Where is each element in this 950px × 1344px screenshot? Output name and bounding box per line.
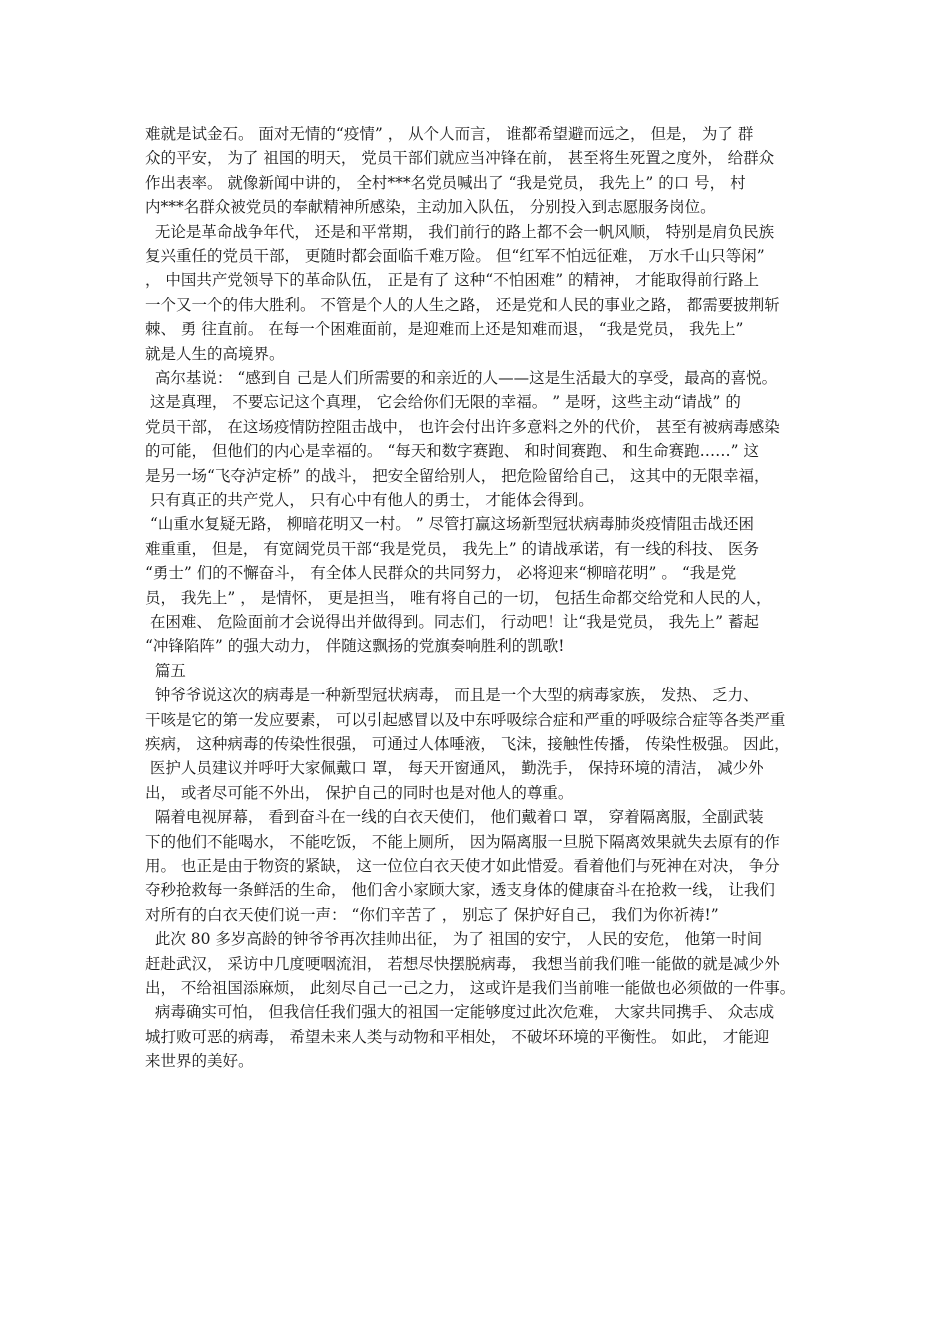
- text-line: 党员干部， 在这场疫情防控阻击战中， 也许会付出许多意料之外的代价， 甚至有被病毒感染: [145, 417, 780, 436]
- text-line: 这是真理， 不要忘记这个真理， 它会给你们无限的幸福。 ” 是呀，这些主动“请战” 的: [145, 393, 741, 412]
- text-line: 疾病， 这种病毒的传染性很强， 可通过人体唾液， 飞沫，接触性传播， 传染性极强。 因此，: [145, 735, 790, 753]
- text-line: 无论是革命战争年代， 还是和平常期， 我们前行的路上都不会一帆风顺， 特别是肩负民族: [145, 222, 775, 241]
- text-line: 对所有的白衣天使们说一声： “你们辛苦了 ， 别忘了 保护好自己， 我们为你祈祷!”: [145, 905, 719, 924]
- text-line: 干咳是它的第一发应要素， 可以引起感冒以及中东呼吸综合症和严重的呼吸综合症等各类严重: [145, 710, 786, 729]
- text-line: 是另一场“飞夺泸定桥” 的战斗， 把安全留给别人， 把危险留给自己， 这其中的无限幸福，: [145, 466, 770, 485]
- text-line: 用。 也正是由于物资的紧缺， 这一位位白衣天使才如此惜爱。看着他们与死神在对决， 争分: [145, 857, 780, 875]
- text-line: 钟爷爷说这次的病毒是一种新型冠状病毒， 而且是一个大型的病毒家族， 发热、 乏力、: [145, 686, 759, 705]
- text-line: “冲锋陷阵” 的强大动力， 伴随这飘扬的党旗奏响胜利的凯歌!: [145, 637, 565, 656]
- text-line: “山重水复疑无路， 柳暗花明又一村。 ” 尽管打赢这场新型冠状病毒肺炎疫情阻击战还困: [145, 515, 755, 534]
- text-line: “勇士” 们的不懈奋斗， 有全体人民群众的共同努力， 必将迎来“柳暗花明” 。 “我是党: [145, 564, 737, 583]
- text-line: 出， 不给祖国添麻烦， 此刻尽自己一己之力， 这或许是我们当前唯一能做也必须做的一件事。: [145, 979, 796, 997]
- text-line: 员， 我先上” ， 是情怀， 更是担当， 唯有将自己的一切， 包括生命都交给党和人民的人，: [145, 588, 772, 607]
- text-line: 众的平安， 为了 祖国的明天， 党员干部们就应当冲锋在前， 甚至将生死置之度外， 给群众: [145, 149, 775, 168]
- text-line: 医护人员建议并呼吁大家佩戴口 罩， 每天开窗通风， 勤洗手， 保持环境的清洁， 减少外: [145, 759, 764, 778]
- text-line: 来世界的美好。: [145, 1052, 254, 1071]
- text-line: 内***名群众被党员的奉献精神所感染，主动加入队伍， 分别投入到志愿服务岗位。: [145, 198, 716, 217]
- text-line: 难就是试金石。 面对无情的“疫情” ， 从个人而言， 谁都希望避而远之， 但是， 为了 群: [145, 125, 754, 143]
- text-line: 此次 80 多岁高龄的钟爷爷再次挂帅出征， 为了 祖国的安宁， 人民的安危， 他第一时间: [145, 930, 763, 949]
- text-line: 城打败可恶的病毒， 希望未来人类与动物和平相处， 不破坏环境的平衡性。 如此， 才能迎: [145, 1027, 770, 1046]
- text-line: 出， 或者尽可能不外出， 保护自己的同时也是对他人的尊重。: [145, 783, 574, 802]
- text-line: 隔着电视屏幕， 看到奋斗在一线的白衣天使们， 他们戴着口 罩， 穿着隔离服，全副武装: [145, 808, 764, 827]
- text-line: 就是人生的高境界。: [145, 344, 285, 363]
- text-line: 病毒确实可怕， 但我信任我们强大的祖国一定能够度过此次危难， 大家共同携手、 众志成: [145, 1003, 775, 1022]
- text-line: 下的他们不能喝水， 不能吃饭， 不能上厕所， 因为隔离服一旦脱下隔离效果就失去原有的作: [145, 832, 780, 851]
- text-line: 在困难、 危险面前才会说得出并做得到。同志们， 行动吧！让“我是党员， 我先上” 蓄起: [145, 613, 759, 631]
- text-line: 赶赴武汉， 采访中几度哽咽流泪， 若想尽快摆脱病毒， 我想当前我们唯一能做的就是减少外: [145, 954, 780, 973]
- text-line: 高尔基说： “感到自 己是人们所需要的和亲近的人——这是生活最大的享受，最高的喜悦。: [145, 369, 778, 387]
- text-line: 只有真正的共产党人， 只有心中有他人的勇士， 才能体会得到。: [145, 491, 594, 509]
- text-line: 棘、 勇 往直前。 在每一个困难面前，是迎难而上还是知难而退， “我是党员， 我先上”: [145, 320, 744, 339]
- text-line: 作出表率。 就像新闻中讲的， 全村***名党员喊出了 “我是党员， 我先上” 的口 号， 村: [145, 173, 746, 192]
- text-line: ， 中国共产党领导下的革命队伍， 正是有了 这种“不怕困难” 的精神， 才能取得前行路上: [145, 271, 759, 290]
- text-line: 篇五: [145, 661, 186, 680]
- text-line: 复兴重任的党员干部， 更随时都会面临千难万险。 但“红军不怕远征难， 万水千山只等闲”: [145, 247, 765, 265]
- text-line: 夺秒抢救每一条鲜活的生命， 他们舍小家顾大家，透支身体的健康奋斗在抢救一线， 让我们: [145, 881, 775, 900]
- text-line: 难重重， 但是， 有宽阔党员干部“我是党员， 我先上” 的请战承诺，有一线的科技、 医务: [145, 539, 759, 558]
- text-line: 一个又一个的伟大胜利。 不管是个人的人生之路， 还是党和人民的事业之路， 都需要披荆斩: [145, 295, 780, 314]
- text-line: 的可能， 但他们的内心是幸福的。 “每天和数字赛跑、 和时间赛跑、 和生命赛跑……” 这: [145, 442, 759, 461]
